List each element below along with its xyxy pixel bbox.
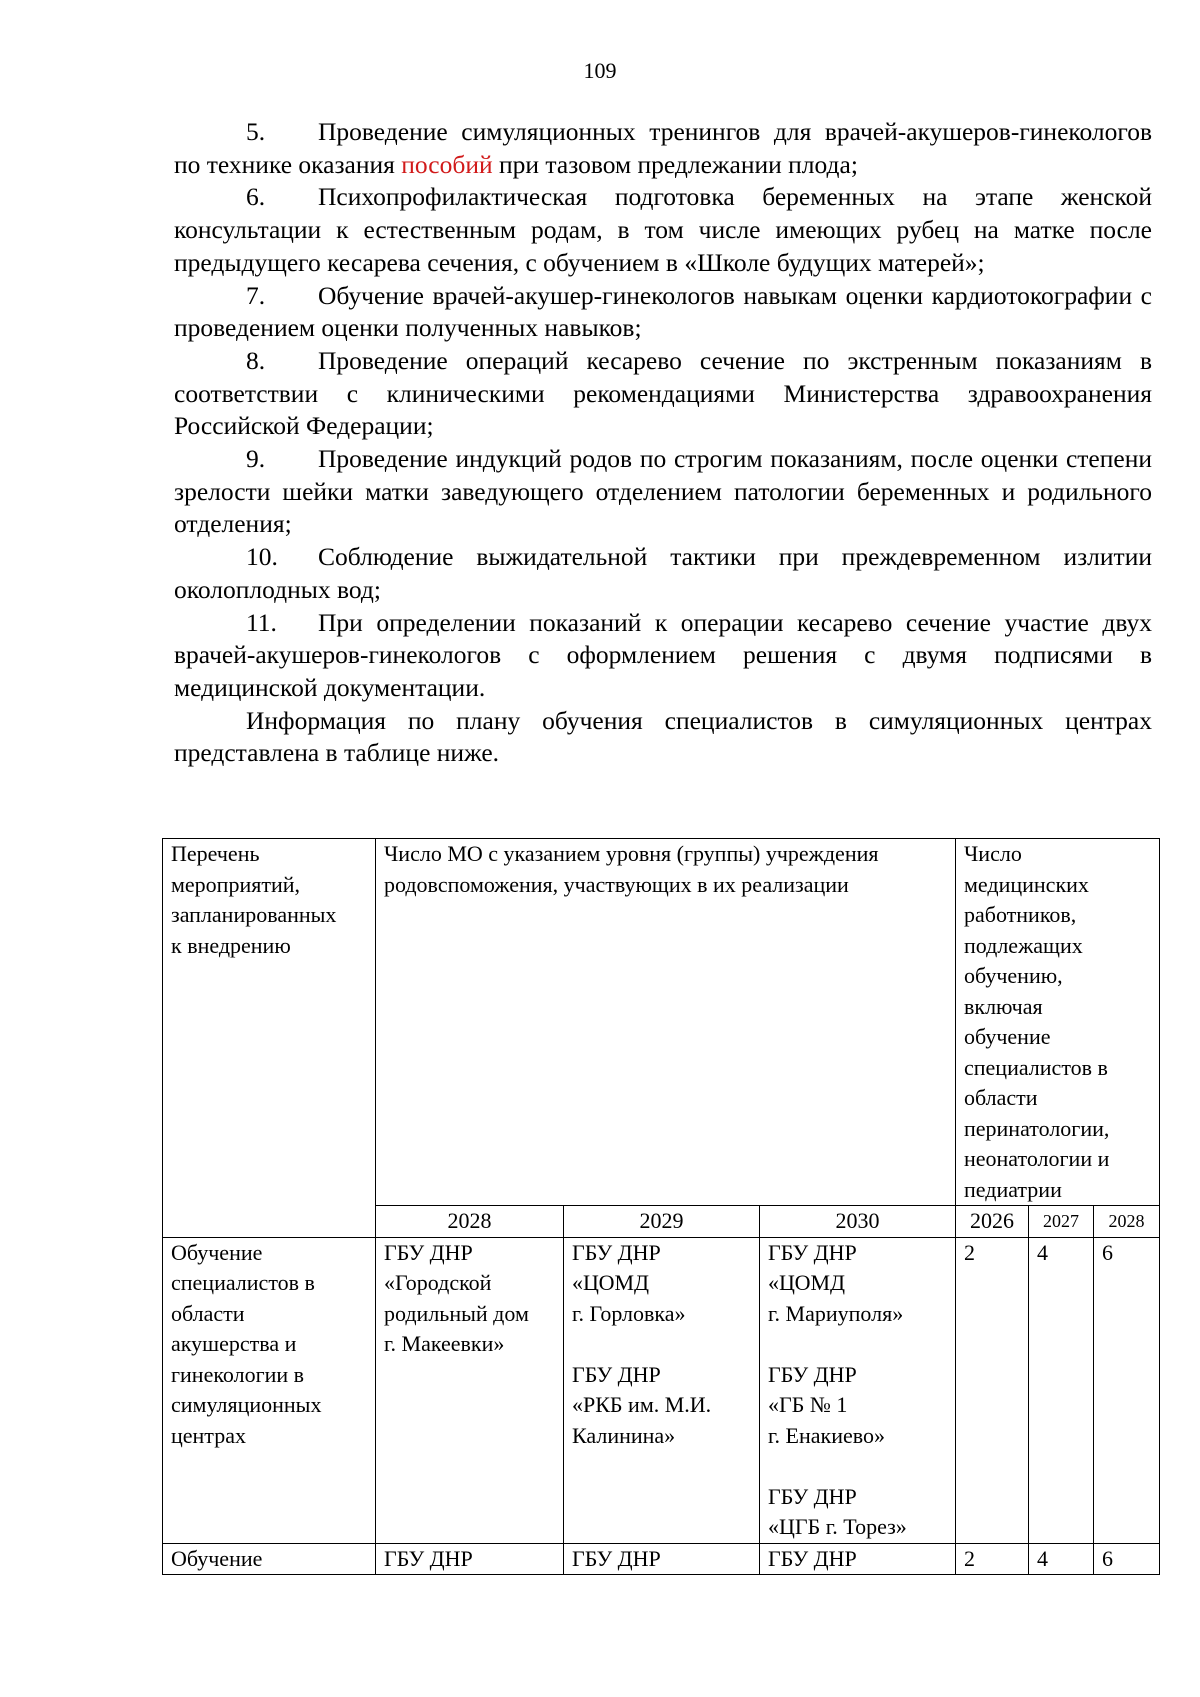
- item-text: Проведение операций кесарево сечение по экстренным показаниям в соответствии с клиническими рекомендациями Министерства здравоохранения Российской Федерации;: [174, 345, 1152, 441]
- list-item-11: [174, 607, 1152, 705]
- year-cell: 2029: [564, 1206, 760, 1238]
- document-body: [174, 116, 1152, 770]
- institutions-2030-cell: ГБУ ДНР «ЦОМД г. Мариуполя» ГБУ ДНР «ГБ № 1 г. Енакиево» ГБУ ДНР «ЦГБ г. Торез»: [760, 1237, 956, 1543]
- activity-cell: Обучение специалистов в области акушерства и гинекологии в симуляционных центрах: [163, 1237, 376, 1543]
- list-item-6: [174, 181, 1152, 279]
- institutions-2028-cell: ГБУ ДНР: [376, 1543, 564, 1575]
- institutions-2029-cell: ГБУ ДНР: [564, 1543, 760, 1575]
- institutions-2028-cell: ГБУ ДНР «Городской родильный дом г. Макеевки»: [376, 1237, 564, 1543]
- list-item-5: [174, 116, 1152, 181]
- highlighted-word: пособий: [401, 149, 493, 179]
- header-activities: Перечень мероприятий, запланированных к внедрению: [163, 839, 376, 1238]
- year-cell: 2027: [1029, 1206, 1094, 1238]
- header-staff-count: Число медицинских работников, подлежащих обучению, включая обучение специалистов в области перинатологии, неонатологии и педиатрии: [956, 839, 1160, 1206]
- count-cell: 2: [956, 1237, 1029, 1543]
- activity-cell: Обучение: [163, 1543, 376, 1575]
- item-number: 5.: [246, 117, 266, 146]
- item-text: Проведение индукций родов по строгим показаниям, после оценки степени зрелости шейки матки заведующего отделением патологии беременных и родильного отделения;: [174, 444, 1152, 539]
- header-mo-count: Число МО с указанием уровня (группы) учреждения родовспоможения, участвующих в их реализации: [376, 839, 956, 1206]
- institutions-2029-cell: ГБУ ДНР «ЦОМД г. Горловка» ГБУ ДНР «РКБ им. М.И. Калинина»: [564, 1237, 760, 1543]
- count-cell: 4: [1029, 1543, 1094, 1575]
- list-item-10: [174, 541, 1152, 606]
- count-cell: 6: [1094, 1543, 1160, 1575]
- year-cell: 2026: [956, 1206, 1029, 1238]
- item-number: 8.: [246, 345, 266, 375]
- table-header-row: [163, 839, 1160, 1206]
- table-row: [163, 1543, 1160, 1575]
- year-cell: 2030: [760, 1206, 956, 1238]
- item-number: 6.: [246, 182, 266, 212]
- item-number: 10.: [246, 542, 278, 572]
- training-plan-table: [162, 838, 1160, 1575]
- institutions-2030-cell: ГБУ ДНР: [760, 1543, 956, 1575]
- list-item-9: [174, 443, 1152, 541]
- item-number: 11.: [246, 607, 277, 637]
- item-text-part: Проведение симуляционных тренингов для врачей-акушеров-гинекологов по технике оказания: [174, 117, 1152, 179]
- count-cell: 6: [1094, 1237, 1160, 1543]
- table-row: [163, 1237, 1160, 1543]
- list-item-7: [174, 280, 1152, 345]
- year-cell: 2028: [1094, 1206, 1160, 1238]
- item-text: Соблюдение выжидательной тактики при преждевременном излитии околоплодных вод;: [174, 542, 1152, 604]
- count-cell: 4: [1029, 1237, 1094, 1543]
- intro-paragraph: Информация по плану обучения специалистов в симуляционных центрах представлена в таблице ниже.: [174, 705, 1152, 768]
- item-text: Психопрофилактическая подготовка беременных на этапе женской консультации к естественным родам, в том числе имеющих рубец на матке после предыдущего кесарева сечения, с обучением в «Школе будущих матерей»;: [174, 182, 1152, 277]
- item-text-part: при тазовом предлежании плода;: [492, 149, 858, 179]
- page-number: 109: [583, 58, 617, 83]
- count-cell: 2: [956, 1543, 1029, 1575]
- item-number: 7.: [246, 280, 266, 310]
- list-item-8: [174, 345, 1152, 443]
- item-number: 9.: [246, 444, 266, 474]
- year-cell: 2028: [376, 1206, 564, 1238]
- item-text: При определении показаний к операции кесарево сечение участие двух врачей-акушеров-гинекологов с оформлением решения с двумя подписями в медицинской документации.: [174, 607, 1152, 702]
- item-text: Обучение врачей-акушер-гинекологов навыкам оценки кардиотокографии с проведением оценки полученных навыков;: [174, 280, 1152, 343]
